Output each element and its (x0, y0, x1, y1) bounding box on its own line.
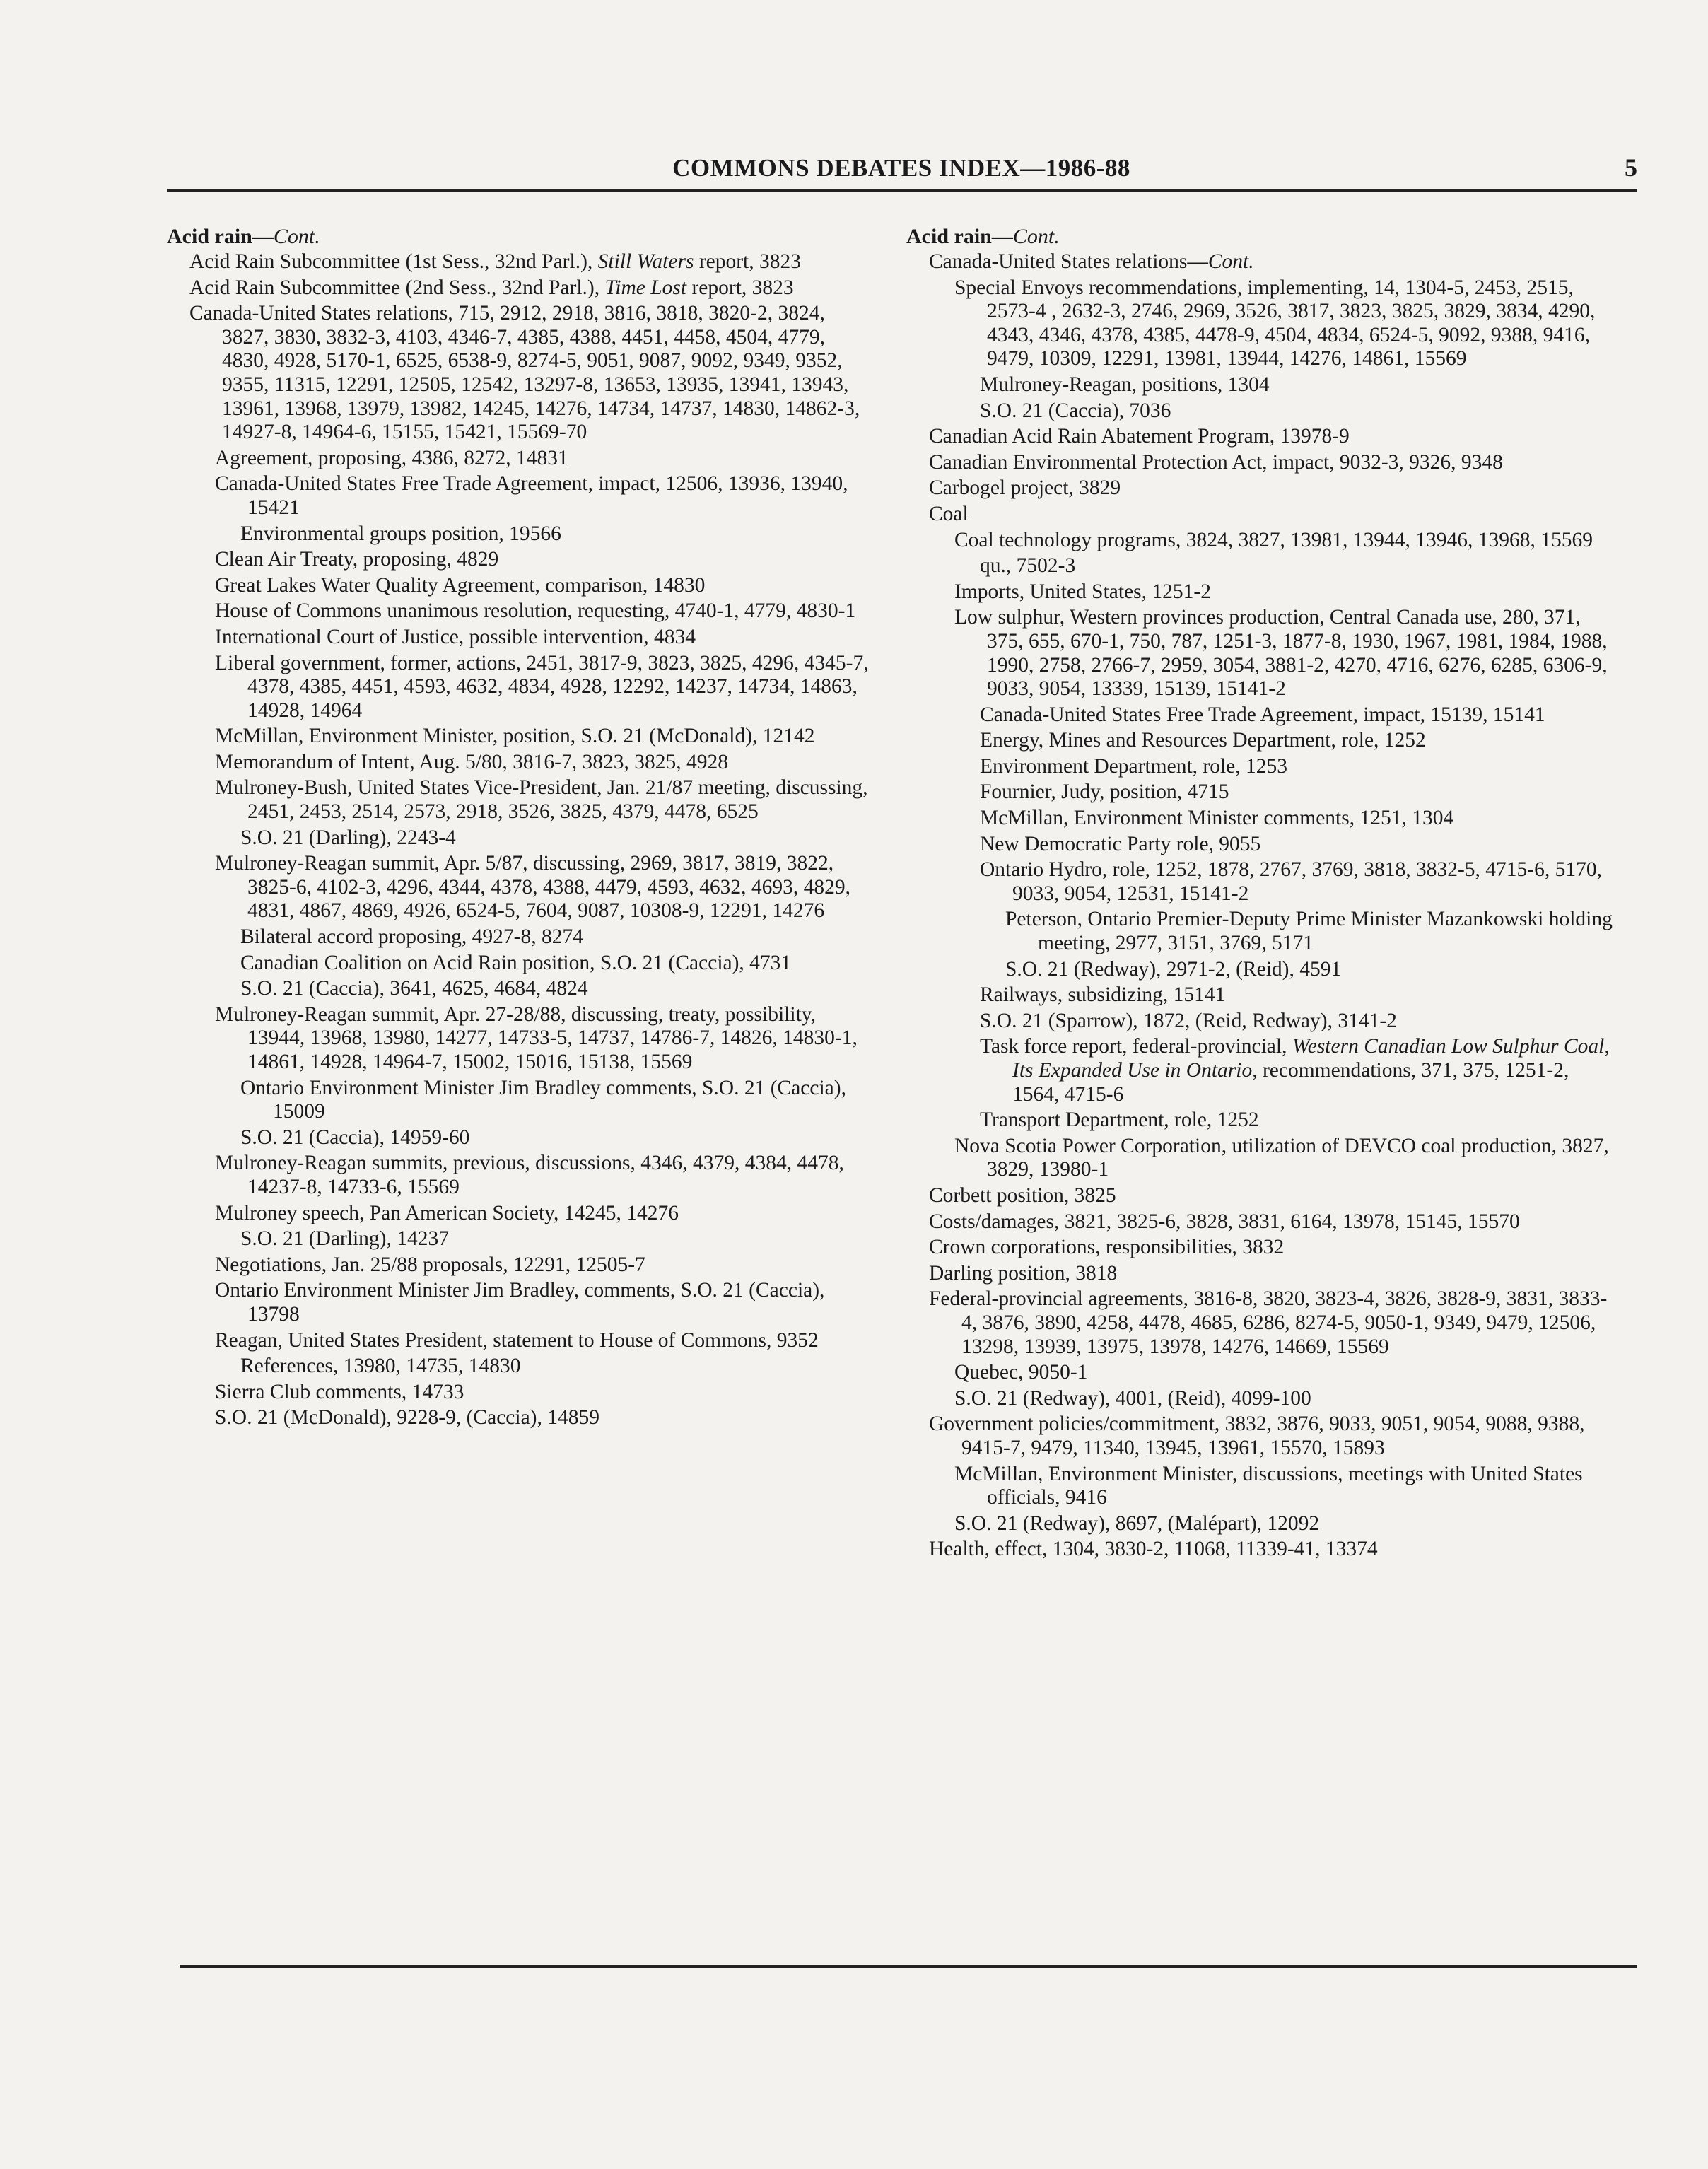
index-subentry: Imports, United States, 1251-2 (954, 580, 1211, 603)
index-entry: Government policies/commitment, 3832, 3876, 9033, 9051, 9054, 9088, 9388, 9415-7, 9479, 11340, 13945, 13961, 15570, 15893 (929, 1413, 1585, 1459)
index-subentry: Ontario Environment Minister Jim Bradley comments, S.O. 21 (Caccia), 15009 (240, 1076, 846, 1123)
index-entry: Canada-United States relations, 715, 2912, 2918, 3816, 3818, 3820-2, 3824, 3827, 3830, 3832-3, 4103, 4346-7, 4385, 4388, 4451, 4458, 4504, 4779, 4830, 4928, 5170-1, 6525, 6538-9, 8274-5, 9051, 9087, 9092, 9349, 9352, 9355, 11315, 12291, 12505, 12542, 13297-8, 13653, 13935, 13941, 13943, 13961, 13968, 13979, 13982, 14245, 14276, 14734, 14737, 14830, 14862-3, 14927-8, 14964-6, 15155, 15421, 15569-70 (189, 302, 860, 444)
index-subentry: Mulroney-Reagan summit, Apr. 27-28/88, discussing, treaty, possibility, 13944, 13968, 13980, 14277, 14733-5, 14737, 14786-7, 14826, 14830-1, 14861, 14928, 14964-7, 15002, 15016, 15138, 15569 (215, 1002, 858, 1073)
index-subentry: S.O. 21 (Sparrow), 1872, (Reid, Redway), 3141-2 (980, 1009, 1397, 1032)
index-subentry: S.O. 21 (Caccia), 7036 (980, 399, 1171, 422)
index-subentry: Environment Department, role, 1253 (980, 754, 1288, 778)
index-entry: Coal (929, 502, 969, 525)
index-entry: Corbett position, 3825 (929, 1183, 1116, 1207)
index-entry: Canada-United States relations—Cont. (929, 250, 1254, 273)
index-subentry: Mulroney-Reagan summits, previous, discussions, 4346, 4379, 4384, 4478, 14237-8, 14733-6, 15569 (215, 1152, 844, 1198)
index-heading: Acid rain—Cont. (167, 225, 320, 248)
index-subentry: S.O. 21 (Darling), 2243-4 (240, 826, 456, 849)
index-subentry: Mulroney-Bush, United States Vice-President, Jan. 21/87 meeting, discussing, 2451, 2453, 2514, 2573, 2918, 3526, 3825, 4379, 4478, 6525 (215, 776, 868, 824)
index-entry: Carbogel project, 3829 (929, 477, 1121, 500)
index-subentry: McMillan, Environment Minister, discussions, meetings with United States officials, 9416 (954, 1462, 1583, 1509)
index-subentry: Low sulphur, Western provinces production, Central Canada use, 280, 371, 375, 655, 670-1, 750, 787, 1251-3, 1877-8, 1930, 1967, 1981, 1984, 1988, 1990, 2758, 2766-7, 2959, 3054, 3881-2, 4270, 4716, 6276, 6285, 6306-9, 9033, 9054, 13339, 15139, 15141-2 (954, 606, 1608, 701)
index-subentry: Quebec, 9050-1 (954, 1361, 1088, 1384)
index-entry: Darling position, 3818 (929, 1261, 1118, 1285)
index-entry: Federal-provincial agreements, 3816-8, 3820, 3823-4, 3826, 3828-9, 3831, 3833-4, 3876, 3890, 4258, 4478, 4685, 6286, 8274-5, 9050-1, 9349, 9479, 12506, 13298, 13939, 13975, 13978, 14276, 14669, 15569 (929, 1287, 1608, 1358)
index-subentry: Environmental groups position, 19566 (240, 522, 561, 545)
index-subentry: Special Envoys recommendations, implementing, 14, 1304-5, 2453, 2515, 2573-4 , 2632-3, 2746, 2969, 3526, 3817, 3823, 3825, 3829, 3834, 4290, 4343, 4346, 4378, 4385, 4478-9, 4504, 4834, 6524-5, 9092, 9388, 9416, 9479, 10309, 12291, 13981, 13944, 14276, 14861, 15569 (954, 276, 1596, 370)
index-subentry: S.O. 21 (Redway), 8697, (Malépart), 12092 (954, 1512, 1320, 1535)
running-title: COMMONS DEBATES INDEX—1986-88 (672, 154, 1130, 182)
index-subentry: Task force report, federal-provincial, Western Canadian Low Sulphur Coal, Its Expanded Use in Ontario, recommendations, 371, 375, 1251-2, 1564, 4715-6 (980, 1035, 1610, 1106)
index-subentry: Clean Air Treaty, proposing, 4829 (215, 548, 499, 571)
index-subentry: Ontario Environment Minister Jim Bradley, comments, S.O. 21 (Caccia), 13798 (215, 1279, 825, 1326)
index-subentry: Negotiations, Jan. 25/88 proposals, 12291, 12505-7 (215, 1253, 645, 1276)
index-subentry: Transport Department, role, 1252 (980, 1109, 1259, 1132)
index-subentry: McMillan, Environment Minister comments, 1251, 1304 (980, 807, 1454, 830)
index-subentry: S.O. 21 (Caccia), 14959-60 (240, 1126, 470, 1149)
index-subentry: Bilateral accord proposing, 4927-8, 8274 (240, 925, 583, 949)
index-subentry: Coal technology programs, 3824, 3827, 13981, 13944, 13946, 13968, 15569 (954, 528, 1593, 551)
index-subentry: New Democratic Party role, 9055 (980, 832, 1261, 855)
index-subentry: Canada-United States Free Trade Agreement, impact, 12506, 13936, 13940, 15421 (215, 472, 848, 519)
index-subentry: McMillan, Environment Minister, position, S.O. 21 (McDonald), 12142 (215, 725, 815, 748)
index-subentry: S.O. 21 (Darling), 14237 (240, 1227, 449, 1251)
footer-rule (180, 1965, 1637, 1968)
index-subentry: Agreement, proposing, 4386, 8272, 14831 (215, 446, 568, 469)
index-subentry: Canada-United States Free Trade Agreement, impact, 15139, 15141 (980, 703, 1545, 726)
index-subentry: qu., 7502-3 (980, 554, 1076, 578)
index-entry: Acid Rain Subcommittee (1st Sess., 32nd Parl.), Still Waters report, 3823 (189, 250, 801, 273)
index-subentry: References, 13980, 14735, 14830 (240, 1355, 521, 1378)
index-entry: Costs/damages, 3821, 3825-6, 3828, 3831, 6164, 13978, 15145, 15570 (929, 1210, 1520, 1233)
index-entry: Acid Rain Subcommittee (2nd Sess., 32nd Parl.), Time Lost report, 3823 (189, 276, 794, 299)
index-subentry: Energy, Mines and Resources Department, role, 1252 (980, 729, 1426, 752)
page-number: 5 (1625, 153, 1637, 182)
index-subentry: House of Commons unanimous resolution, requesting, 4740-1, 4779, 4830-1 (215, 600, 856, 623)
index-subentry: Railways, subsidizing, 15141 (980, 983, 1226, 1007)
index-subentry: Memorandum of Intent, Aug. 5/80, 3816-7, 3823, 3825, 4928 (215, 750, 728, 773)
index-subentry: S.O. 21 (Redway), 4001, (Reid), 4099-100 (954, 1386, 1311, 1410)
index-subentry: Mulroney speech, Pan American Society, 14245, 14276 (215, 1201, 679, 1224)
index-subentry: Liberal government, former, actions, 2451, 3817-9, 3823, 3825, 4296, 4345-7, 4378, 4385, 4451, 4593, 4632, 4834, 4928, 12292, 14237, 14734, 14863, 14928, 14964 (215, 651, 869, 722)
index-entry: Crown corporations, responsibilities, 3832 (929, 1236, 1285, 1259)
index-subentry: Fournier, Judy, position, 4715 (980, 781, 1229, 804)
index-subentry: S.O. 21 (McDonald), 9228-9, (Caccia), 14859 (215, 1406, 599, 1430)
index-subentry: S.O. 21 (Caccia), 3641, 4625, 4684, 4824 (240, 977, 588, 1000)
index-subentry: Ontario Hydro, role, 1252, 1878, 2767, 3769, 3818, 3832-5, 4715-6, 5170, 9033, 9054, 12531, 15141-2 (980, 858, 1603, 905)
index-subentry: Mulroney-Reagan, positions, 1304 (980, 373, 1270, 396)
header-rule (167, 189, 1637, 192)
index-subentry: International Court of Justice, possible intervention, 4834 (215, 625, 696, 648)
index-entry: Health, effect, 1304, 3830-2, 11068, 11339-41, 13374 (929, 1538, 1378, 1561)
index-subentry: Canadian Coalition on Acid Rain position, S.O. 21 (Caccia), 4731 (240, 951, 792, 974)
index-subentry: Peterson, Ontario Premier-Deputy Prime Minister Mazankowski holding meeting, 2977, 3151, 3769, 5171 (1005, 908, 1613, 955)
right-column (906, 225, 1613, 1564)
page-header (165, 150, 1637, 189)
index-heading: Acid rain—Cont. (906, 225, 1060, 248)
index-subentry: Nova Scotia Power Corporation, utilization of DEVCO coal production, 3827, 3829, 13980-1 (954, 1134, 1609, 1181)
index-subentry: Mulroney-Reagan summit, Apr. 5/87, discussing, 2969, 3817, 3819, 3822, 3825-6, 4102-3, 4296, 4344, 4378, 4388, 4479, 4593, 4632, 4693, 4829, 4831, 4867, 4869, 4926, 6524-5, 7604, 9087, 10308-9, 12291, 14276 (215, 852, 851, 923)
left-column (167, 225, 874, 1432)
index-subentry: S.O. 21 (Redway), 2971-2, (Reid), 4591 (1005, 957, 1342, 981)
index-subentry: Reagan, United States President, statement to House of Commons, 9352 (215, 1328, 819, 1352)
index-entry: Canadian Environmental Protection Act, impact, 9032-3, 9326, 9348 (929, 450, 1503, 474)
index-subentry: Great Lakes Water Quality Agreement, comparison, 14830 (215, 573, 706, 597)
index-subentry: Sierra Club comments, 14733 (215, 1380, 464, 1403)
index-entry: Canadian Acid Rain Abatement Program, 13978-9 (929, 425, 1350, 448)
